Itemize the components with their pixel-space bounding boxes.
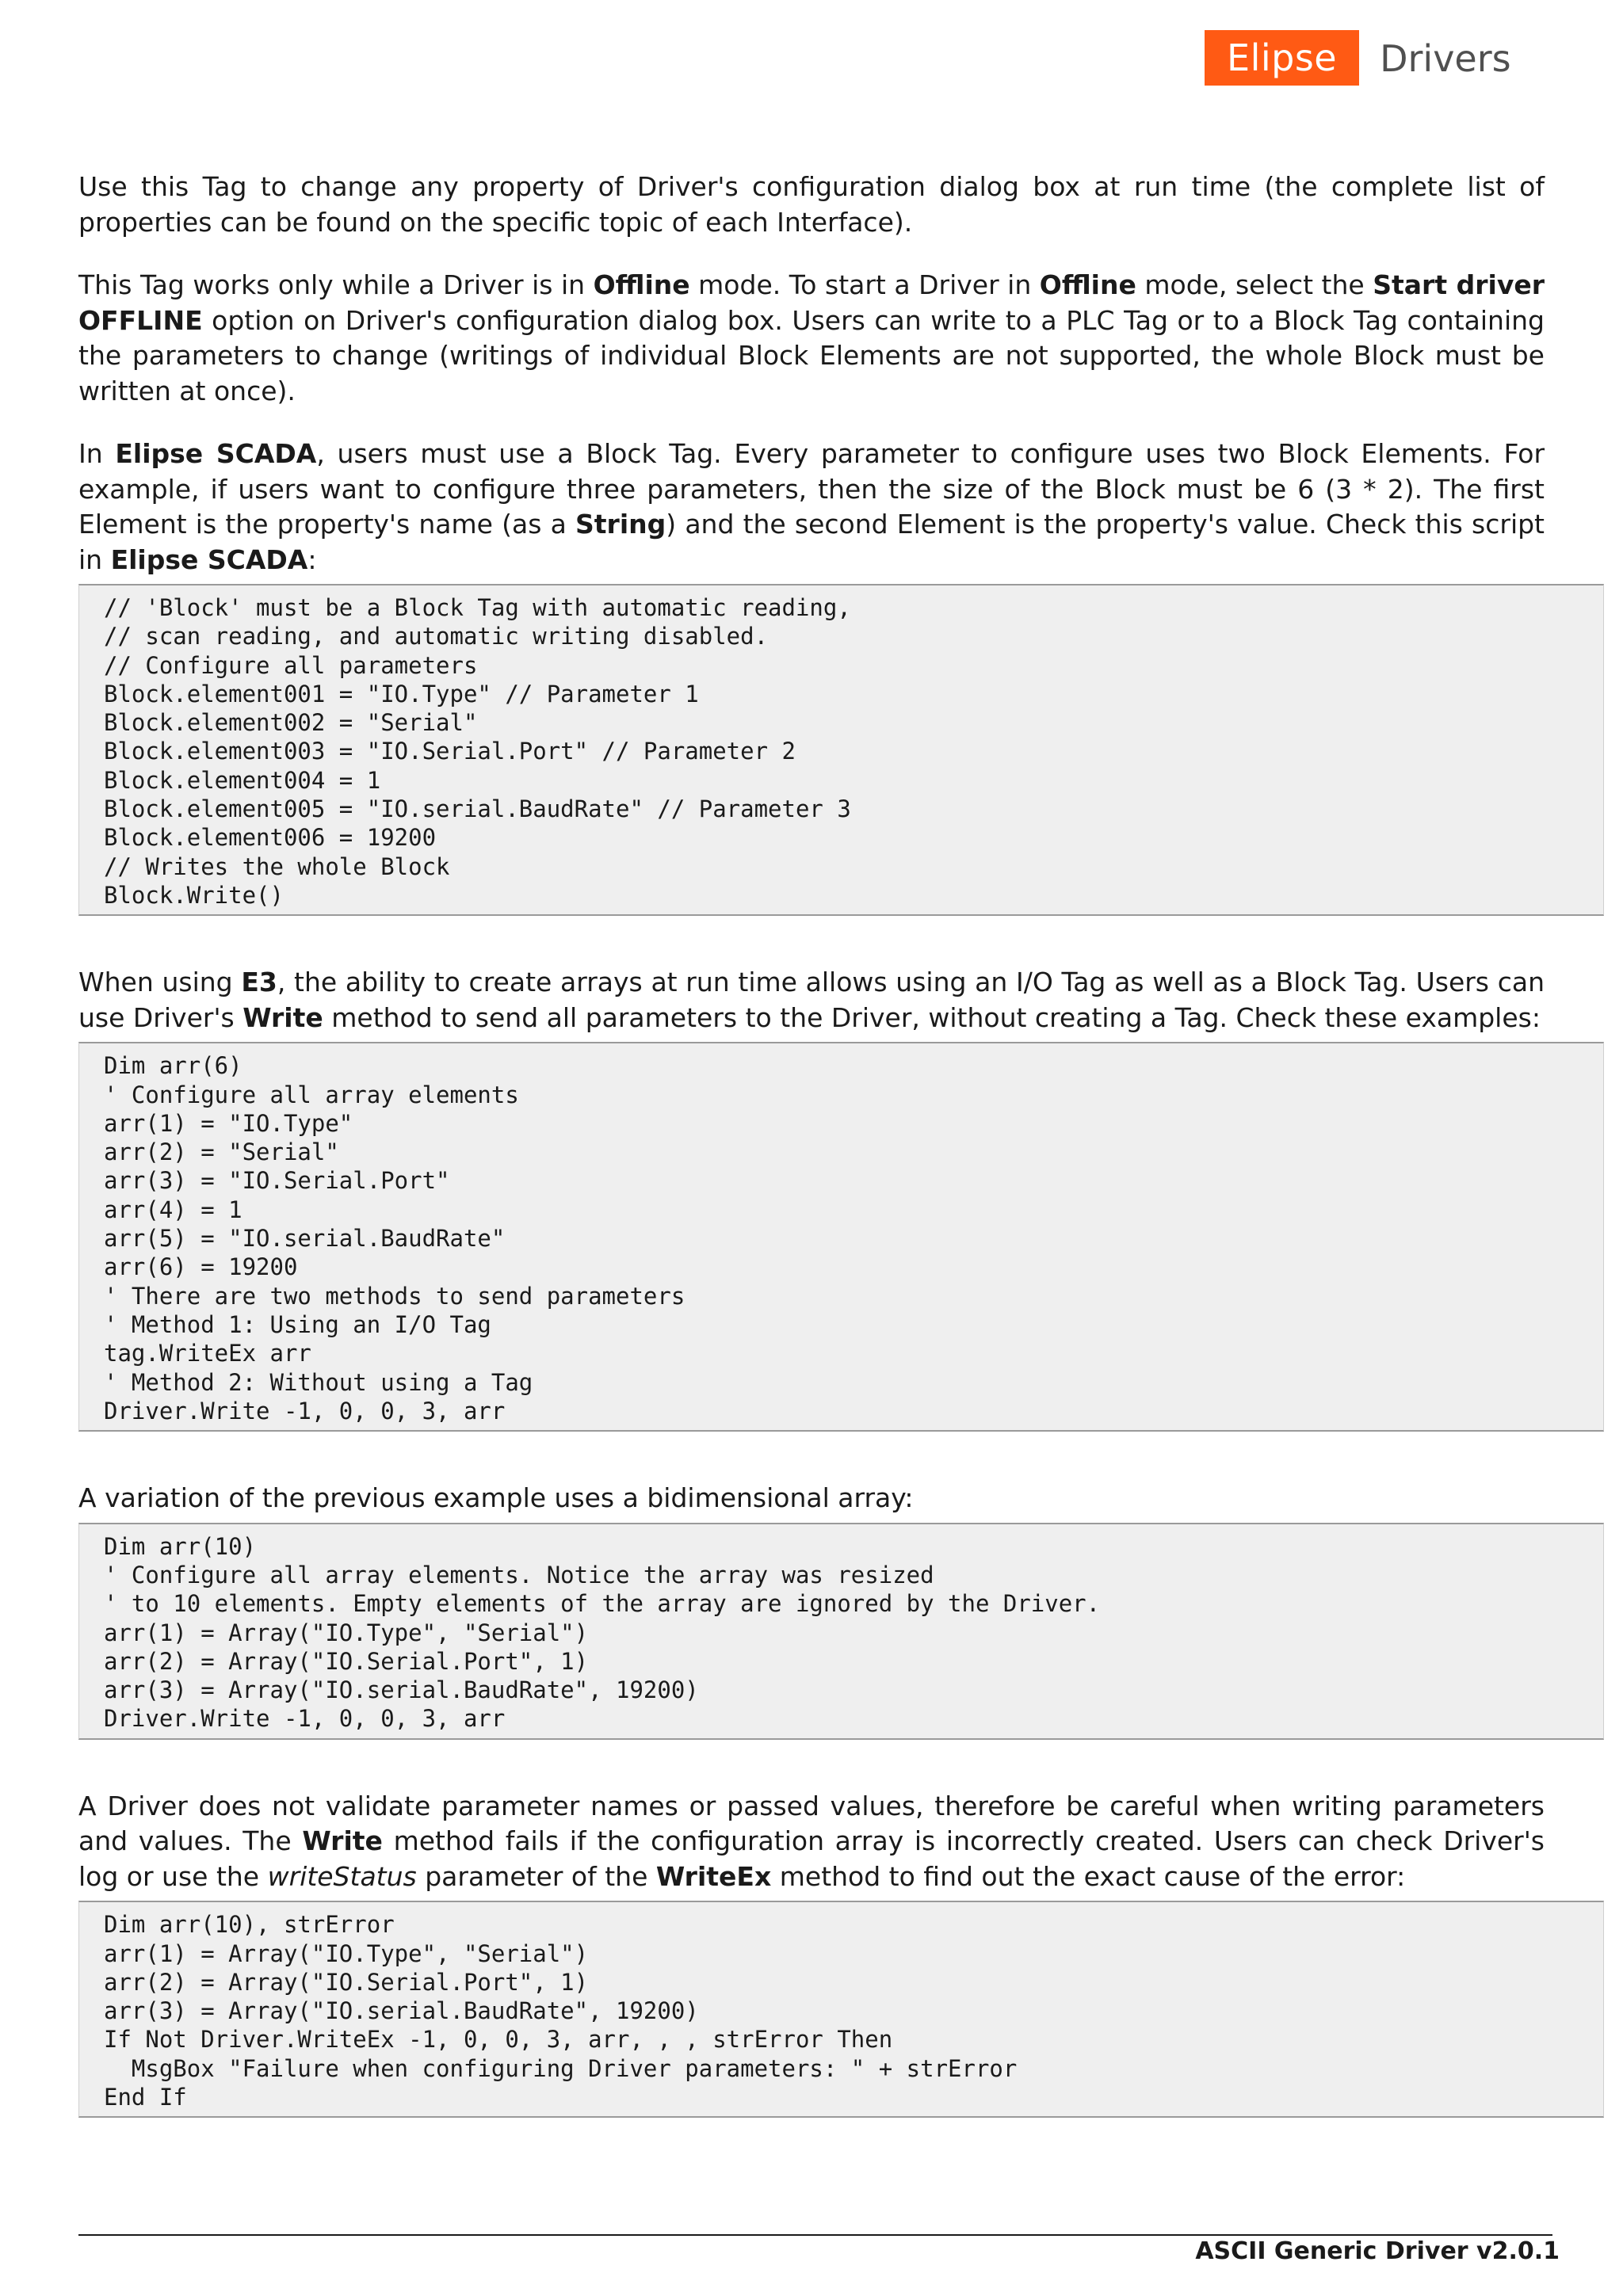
brand-logo [1205,30,1511,86]
code-block-elipse-scada [78,584,1604,916]
code-line: Dim arr(10) [104,1532,257,1560]
code-line: arr(4) = 1 [104,1196,242,1223]
code-line: arr(3) = Array("IO.serial.BaudRate", 19200) [104,1997,699,2025]
bold-text: Write [242,1001,323,1033]
code-line: arr(1) = Array("IO.Type", "Serial") [104,1939,589,1967]
text: When using [78,967,242,998]
code-line: Driver.Write -1, 0, 0, 3, arr [104,1397,506,1425]
code-line: End If [104,2083,187,2111]
code-line: arr(3) = Array("IO.serial.BaudRate", 19200) [104,1676,699,1704]
code-line: MsgBox "Failure when configuring Driver parameters: " + strError [104,2054,1018,2082]
code-line: // scan reading, and automatic writing disabled. [104,623,769,650]
code-block-bidimensional [78,1523,1604,1740]
paragraph-intro [78,170,1545,240]
bold-text: Elipse SCADA [115,438,317,469]
code-line: arr(2) = Array("IO.Serial.Port", 1) [104,1968,589,1996]
document-body [78,170,1545,2118]
code-line: arr(1) = Array("IO.Type", "Serial") [104,1619,589,1646]
bold-text: Elipse SCADA [110,543,308,575]
bold-text: Start driver OFFLINE [78,269,1545,336]
logo-drivers-text: Drivers [1380,37,1511,80]
paragraph-validation [78,1789,1545,1895]
text: method to send all parameters to the Driver, without creating a Tag. Check these examples: [323,1001,1541,1033]
bold-text: Offline [593,269,690,300]
code-line: Dim arr(6) [104,1052,242,1080]
bold-text: Offline [1039,269,1136,300]
code-line: ' Configure all array elements [104,1081,519,1108]
paragraph-offline-mode [78,268,1545,409]
paragraph-bidimensional [78,1481,1545,1516]
text: parameter of the [416,1860,656,1892]
code-line: arr(5) = "IO.serial.BaudRate" [104,1225,506,1253]
paragraph-elipse-scada [78,437,1545,578]
code-block-e3 [78,1042,1604,1432]
text: mode, select the [1136,269,1373,300]
code-line: Block.element001 = "IO.Type" // Parameter 1 [104,680,699,707]
code-line: Block.element005 = "IO.serial.BaudRate" // Parameter 3 [104,795,851,823]
bold-text: String [575,509,666,540]
text: method to find out the exact cause of the error: [771,1860,1406,1892]
footer-document-title: ASCII Generic Driver v2.0.1 [1195,2237,1560,2265]
bold-text: WriteEx [655,1860,772,1892]
text: option on Driver's configuration dialog box. Users can write to a PLC Tag or to a Block Tag containing the parameters to change (writings of individual Block Elements are not supported, the whole Block must be written at once). [78,304,1545,406]
logo-elipse-text: Elipse [1205,30,1359,86]
text: : [307,543,317,575]
code-block-error-handling [78,1901,1604,2118]
code-line: arr(3) = "IO.Serial.Port" [104,1167,450,1195]
code-line: Block.element002 = "Serial" [104,709,478,737]
text: mode. To start a Driver in [689,269,1040,300]
code-line: tag.WriteEx arr [104,1340,311,1367]
text: , users must use a Block Tag. Every parameter to configure uses two Block Elements. For example, if users want to configure three parameters, then the size of the Block must be 6 (3 * 2). The first Element is the property's name (as a [78,438,1545,540]
text: This Tag works only while a Driver is in [78,269,594,300]
code-line: Driver.Write -1, 0, 0, 3, arr [104,1705,506,1733]
code-line: Block.element003 = "IO.Serial.Port" // Parameter 2 [104,738,796,765]
code-line: Block.Write() [104,881,284,909]
text: Use this Tag to change any property of Driver's configuration dialog box at run time (the complete list of properties can be found on the specific topic of each Interface). [78,171,1545,238]
code-line: arr(2) = Array("IO.Serial.Port", 1) [104,1647,589,1675]
code-line: ' Method 1: Using an I/O Tag [104,1310,491,1338]
text: A Driver does not validate parameter names or passed values, therefore be careful when writing parameters and values. The [78,1790,1545,1857]
code-line: arr(2) = "Serial" [104,1138,339,1166]
code-line: // 'Block' must be a Block Tag with automatic reading, [104,594,851,621]
code-line: // Writes the whole Block [104,852,450,880]
italic-text: writeStatus [267,1860,417,1892]
code-line: arr(1) = "IO.Type" [104,1109,353,1137]
code-line: Block.element006 = 19200 [104,824,437,852]
text: ) and the second Element is the property's value. Check this script in [78,509,1545,575]
code-line: Dim arr(10), strError [104,1911,395,1939]
bold-text: E3 [241,967,277,998]
code-line: If Not Driver.WriteEx -1, 0, 0, 3, arr, , , strError Then [104,2026,893,2054]
bold-text: Write [302,1825,383,1857]
code-line: ' Configure all array elements. Notice the array was resized [104,1561,934,1589]
code-line: Block.element004 = 1 [104,766,381,794]
text: In [78,438,116,469]
code-line: arr(6) = 19200 [104,1253,298,1281]
code-line: ' There are two methods to send parameters [104,1282,685,1310]
paragraph-e3 [78,965,1545,1035]
text: , the ability to create arrays at run time allows using an I/O Tag as well as a Block Tag. Users can use Driver's [78,967,1545,1033]
text: method fails if the configuration array is incorrectly created. Users can check Driver's log or use the [78,1825,1545,1892]
code-line: // Configure all parameters [104,651,478,679]
code-line: ' Method 2: Without using a Tag [104,1368,533,1396]
text: A variation of the previous example uses a bidimensional array: [78,1482,914,1514]
code-line: ' to 10 elements. Empty elements of the array are ignored by the Driver. [104,1590,1101,1618]
